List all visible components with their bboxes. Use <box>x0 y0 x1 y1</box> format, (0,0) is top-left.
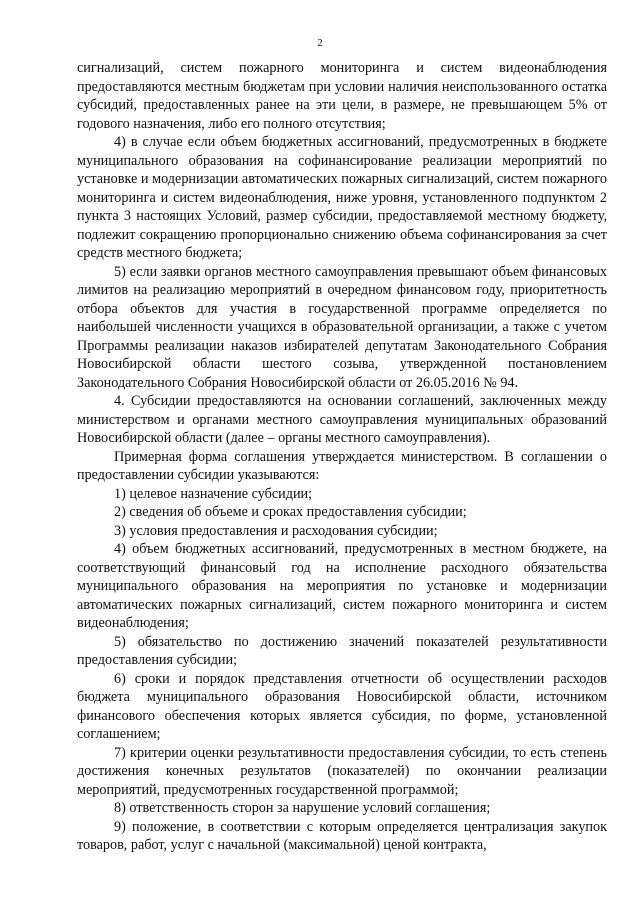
paragraph-continuation: сигнализаций, систем пожарного мониторинга и систем видеонаблюдения предоставляются местным бюджетам при условии наличия неиспользованного остатка субсидий, предоставленных ранее на эти цели, в размере, не превышающем 5% от годового назначения, либо его полного отсутствия; <box>77 60 607 132</box>
list-item-3: 3) условия предоставления и расходования субсидии; <box>114 522 438 539</box>
list-item-1: 1) целевое назначение субсидии; <box>114 485 313 502</box>
paragraph-agreement-form: Примерная форма соглашения утверждается министерством. В соглашении о предоставлении субсидии указываются: <box>77 448 607 483</box>
paragraph-section-4-agreements: 4. Субсидии предоставляются на основании соглашений, заключенных между министерством и органами местного самоуправления муниципальных образований Новосибирской области (далее – органы местного самоуправления). <box>77 393 607 446</box>
list-item-6: 6) сроки и порядок представления отчетности об осуществлении расходов бюджета муниципального образования Новосибирской области, источником финансового обеспечения которых является субсидия, по форме, установленной соглашением; <box>77 670 607 742</box>
list-item-8: 8) ответственность сторон за нарушение условий соглашения; <box>114 800 491 816</box>
list-item-4: 4) объем бюджетных ассигнований, предусмотренных в местном бюджете, на соответствующий финансовый год на исполнение расходного обязательства муниципального образования на мероприятия по установке и модернизации автоматических пожарных сигнализаций, систем пожарного мониторинга и систем видеонаблюдения; <box>77 541 607 631</box>
list-item-2: 2) сведения об объеме и сроках предоставления субсидии; <box>114 504 467 520</box>
list-item-7: 7) критерии оценки результативности предоставления субсидии, то есть степень достижения конечных результатов (показателей) по окончании реализации мероприятий, предусмотренных государственной программой; <box>77 744 607 798</box>
paragraph-item-5-priority-selection: 5) если заявки органов местного самоуправления превышают объем финансовых лимитов на реализацию мероприятий в очередном финансовом году, приоритетность отбора объектов для участия в государственной программе определяется по наибольшей численности учащихся в образовательной организации, а также с учетом Программы реализации наказов избирателей депутатам Законодательного Собрания Новосибирской области шестого созыва, утвержденной постановлением Законодательного Собрания Новосибирской области от 26.05.2016 № 94. <box>77 263 607 391</box>
paragraph-item-4-budget-reduction: 4) в случае если объем бюджетных ассигнований, предусмотренных в бюджете муниципального образования на софинансирование реализации мероприятий по установке и модернизации автоматических пожарных сигнализаций, систем пожарного мониторинга и систем видеонаблюдения, ниже уровня, установленного подпунктом 2 пункта 3 настоящих Условий, размер субсидии, предоставляемой местному бюджету, подлежит сокращению пропорционально снижению объема софинансирования за счет средств местного бюджета; <box>77 134 607 261</box>
list-item-5: 5) обязательство по достижению значений показателей результативности предоставления субсидии; <box>77 633 607 668</box>
document-body <box>77 59 607 855</box>
page-number: 2 <box>317 37 323 49</box>
list-item-9: 9) положение, в соответствии с которым определяется централизация закупок товаров, работ, услуг с начальной (максимальной) ценой контракта, <box>77 818 607 853</box>
